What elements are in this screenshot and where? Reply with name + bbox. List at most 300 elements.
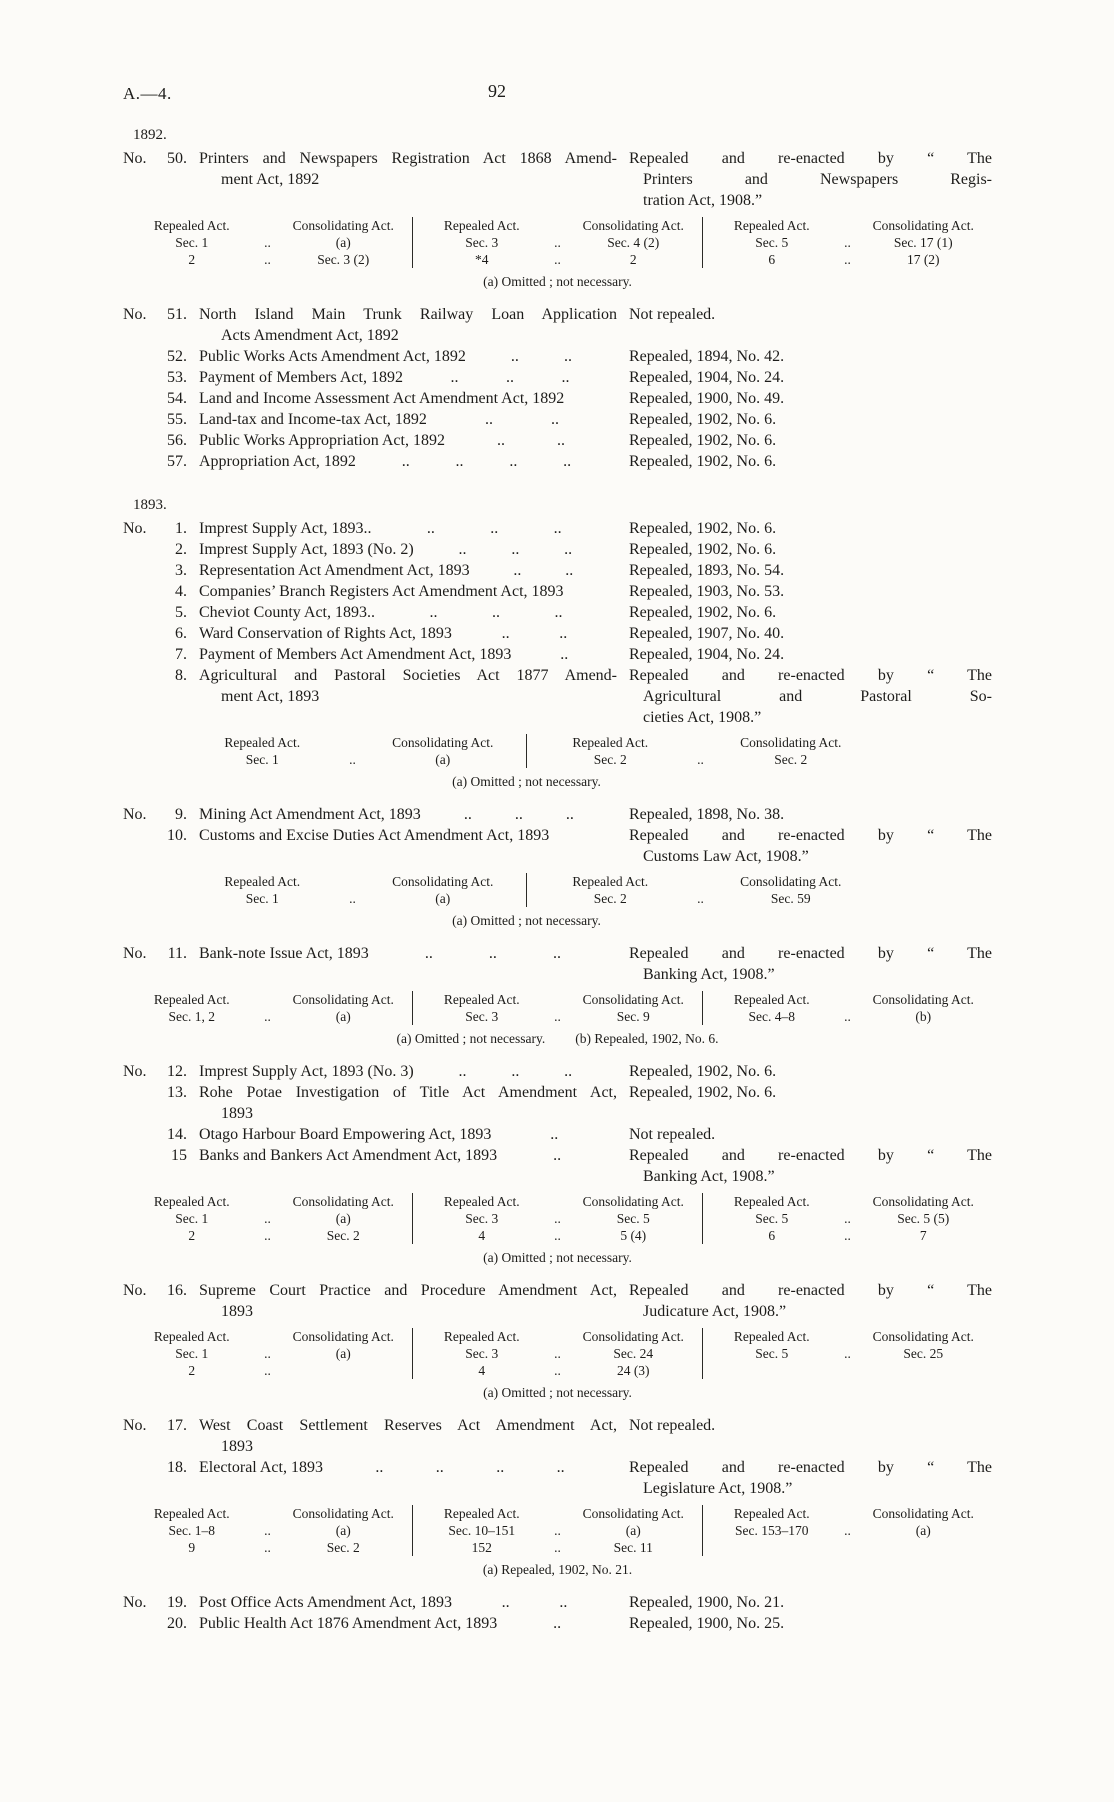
row-dot-leader: .. bbox=[844, 1523, 851, 1538]
dot-pair: .. bbox=[488, 945, 497, 962]
act-title-text: Mining Act Amendment Act, 1893 bbox=[199, 806, 421, 823]
consolidating-sec-cell: (a) bbox=[435, 891, 451, 906]
repealed-sec-cell: Sec. 1 bbox=[175, 1211, 209, 1226]
row-dot-leader: .. bbox=[349, 891, 356, 906]
table-group-header bbox=[419, 217, 696, 234]
year-section bbox=[123, 126, 992, 472]
consolidating-act-header: Consolidating Act. bbox=[582, 218, 684, 233]
row-dot-leader: .. bbox=[554, 1009, 561, 1024]
dot-pair: .. bbox=[514, 806, 523, 823]
repealed-act-header: Repealed Act. bbox=[733, 218, 810, 233]
table-row bbox=[129, 1008, 406, 1025]
consolidating-sec-cell: Sec. 2 bbox=[774, 752, 808, 767]
dot-leader bbox=[511, 644, 617, 665]
act-title-line: Customs and Excise Duties Act Amendment Act, 1893 bbox=[199, 827, 550, 844]
repeal-status-line: Repealed, 1902, No. 6. bbox=[629, 1063, 777, 1080]
repeal-status bbox=[629, 346, 992, 367]
act-title bbox=[199, 825, 617, 867]
act-title-text: Imprest Supply Act, 1893.. bbox=[199, 520, 372, 537]
repeal-status-line: Repealed, 1904, No. 24. bbox=[629, 369, 785, 386]
table-row bbox=[709, 1008, 986, 1025]
dot-leader bbox=[491, 1124, 617, 1145]
repealed-sec-cell: Sec. 1 bbox=[175, 1346, 209, 1361]
repealed-act-header: Repealed Act. bbox=[153, 1329, 230, 1344]
table-footnote-item: (a) Omitted ; not necessary. bbox=[483, 1385, 632, 1400]
consolidating-act-header: Consolidating Act. bbox=[292, 218, 394, 233]
act-title-text: Bank-note Issue Act, 1893 bbox=[199, 945, 369, 962]
act-entry bbox=[123, 539, 992, 560]
table-row bbox=[129, 1539, 406, 1556]
repeal-status-line: Repealed and re-enacted by “ The bbox=[629, 1282, 992, 1299]
dot-pair: .. bbox=[553, 1147, 562, 1164]
entry-no-label bbox=[123, 1124, 159, 1145]
act-title-line bbox=[199, 367, 617, 388]
repeal-status-line: Repealed and re-enacted by “ The bbox=[629, 150, 992, 167]
act-entry bbox=[123, 560, 992, 581]
repeal-status-line: Judicature Act, 1908.” bbox=[643, 1303, 787, 1320]
table-group-header bbox=[419, 1505, 696, 1522]
dot-pair: .. bbox=[563, 453, 572, 470]
consolidating-sec-cell: 24 (3) bbox=[616, 1363, 650, 1378]
consolidating-act-header: Consolidating Act. bbox=[740, 735, 842, 750]
repeal-status-line: Repealed, 1902, No. 6. bbox=[629, 520, 777, 537]
act-entry bbox=[123, 388, 992, 409]
repealed-sec-cell: Sec. 4–8 bbox=[748, 1009, 795, 1024]
consolidating-sec-cell: Sec. 11 bbox=[613, 1540, 653, 1555]
row-dot-leader: .. bbox=[844, 235, 851, 250]
table-row bbox=[709, 234, 986, 251]
dot-pair: .. bbox=[458, 1063, 467, 1080]
table-group bbox=[179, 873, 526, 907]
act-title-text: Payment of Members Act Amendment Act, 1893 bbox=[199, 646, 512, 663]
entry-no-label bbox=[123, 1613, 159, 1634]
dot-leader bbox=[445, 430, 617, 451]
act-title-line bbox=[199, 518, 617, 539]
repeal-status-line: Repealed, 1902, No. 6. bbox=[629, 453, 777, 470]
repealed-sec-cell: Sec. 10–151 bbox=[448, 1523, 516, 1538]
consolidating-sec-cell: (a) bbox=[915, 1523, 931, 1538]
repealed-act-header: Repealed Act. bbox=[733, 1506, 810, 1521]
act-title bbox=[199, 388, 617, 409]
table-groups bbox=[123, 1193, 992, 1244]
year-heading: 1893. bbox=[133, 497, 167, 513]
consolidating-act-header: Consolidating Act. bbox=[292, 1329, 394, 1344]
consolidating-act-header: Consolidating Act. bbox=[872, 1194, 974, 1209]
row-dot-leader: .. bbox=[554, 1346, 561, 1361]
table-row bbox=[709, 251, 986, 268]
repealed-sec-cell: Sec. 3 bbox=[465, 1346, 499, 1361]
repealed-sec-cell: 6 bbox=[768, 252, 776, 267]
table-group bbox=[412, 1328, 702, 1379]
dot-pair: .. bbox=[429, 604, 438, 621]
table-row bbox=[129, 1210, 406, 1227]
entry-no-label: No. bbox=[123, 150, 147, 167]
act-entry bbox=[123, 1592, 992, 1613]
act-title bbox=[199, 1457, 617, 1499]
repeal-status-line: Repealed, 1903, No. 53. bbox=[629, 583, 785, 600]
consolidating-act-header: Consolidating Act. bbox=[292, 1194, 394, 1209]
act-title bbox=[199, 602, 617, 623]
table-group-header bbox=[419, 1328, 696, 1345]
dot-pair: .. bbox=[559, 625, 568, 642]
table-group-header bbox=[129, 991, 406, 1008]
repealed-sec-cell: 4 bbox=[478, 1363, 486, 1378]
act-title-line: ment Act, 1893 bbox=[221, 688, 320, 705]
section-mapping-table bbox=[123, 1328, 992, 1401]
table-groups bbox=[123, 1328, 992, 1379]
repealed-sec-cell: Sec. 1 bbox=[245, 752, 279, 767]
act-title-line bbox=[199, 1124, 617, 1145]
year-heading: 1892. bbox=[133, 127, 167, 143]
consolidating-sec-cell: 5 (4) bbox=[620, 1228, 647, 1243]
repealed-sec-cell: Sec. 1, 2 bbox=[168, 1009, 215, 1024]
consolidating-sec-cell: Sec. 9 bbox=[616, 1009, 650, 1024]
table-row bbox=[185, 751, 520, 768]
act-title bbox=[199, 804, 617, 825]
table-row bbox=[709, 1522, 986, 1539]
act-title bbox=[199, 430, 617, 451]
act-title-line bbox=[199, 560, 617, 581]
repeal-status-line: Repealed, 1900, No. 21. bbox=[629, 1594, 785, 1611]
repeal-status-line: Repealed, 1904, No. 24. bbox=[629, 646, 785, 663]
act-entry bbox=[123, 430, 992, 451]
act-title-line bbox=[199, 539, 617, 560]
act-title bbox=[199, 1124, 617, 1145]
dot-pair: .. bbox=[492, 604, 500, 621]
act-title-text: Representation Act Amendment Act, 1893 bbox=[199, 562, 470, 579]
act-title bbox=[199, 346, 617, 367]
repeal-status-line: Repealed, 1894, No. 42. bbox=[629, 348, 785, 365]
act-entry bbox=[123, 1613, 992, 1634]
dot-pair: .. bbox=[550, 411, 559, 428]
table-row bbox=[419, 1362, 696, 1379]
repeal-status bbox=[629, 1613, 992, 1634]
act-title bbox=[199, 518, 617, 539]
table-group-header bbox=[419, 1193, 696, 1210]
entry-no-label: No. bbox=[123, 520, 147, 537]
table-group-header bbox=[533, 734, 868, 751]
consolidating-act-header: Consolidating Act. bbox=[872, 992, 974, 1007]
entry-no-label bbox=[123, 825, 159, 867]
dot-pair: .. bbox=[560, 646, 569, 663]
consolidating-sec-cell: (a) bbox=[335, 1211, 351, 1226]
repeal-status-line: Banking Act, 1908.” bbox=[643, 966, 775, 983]
entry-number: 51. bbox=[167, 306, 187, 323]
repealed-act-header: Repealed Act. bbox=[153, 992, 230, 1007]
entry-number: 55. bbox=[167, 411, 187, 428]
entry-number: 9. bbox=[175, 806, 187, 823]
entry-no-label bbox=[123, 409, 159, 430]
act-title-line bbox=[199, 1061, 617, 1082]
entry-number: 56. bbox=[167, 432, 187, 449]
dot-pair: .. bbox=[552, 945, 561, 962]
act-title-line: Agricultural and Pastoral Societies Act 1877 Amend- bbox=[199, 667, 617, 684]
act-title-text: Banks and Bankers Act Amendment Act, 1893 bbox=[199, 1147, 498, 1164]
row-dot-leader: .. bbox=[264, 1228, 271, 1243]
dot-pair: .. bbox=[564, 1063, 573, 1080]
table-footnote bbox=[179, 773, 874, 790]
section-mapping-table bbox=[123, 1505, 992, 1578]
repeal-status-line: Banking Act, 1908.” bbox=[643, 1168, 775, 1185]
act-title bbox=[199, 1592, 617, 1613]
consolidating-act-header: Consolidating Act. bbox=[872, 1506, 974, 1521]
act-title-text: Electoral Act, 1893 bbox=[199, 1459, 323, 1476]
repeal-status bbox=[629, 581, 992, 602]
dot-leader bbox=[452, 623, 617, 644]
repeal-status-line: Repealed, 1902, No. 6. bbox=[629, 1084, 777, 1101]
act-entry bbox=[123, 1457, 992, 1499]
table-row bbox=[419, 251, 696, 268]
table-group bbox=[123, 1193, 412, 1244]
consolidating-sec-cell: Sec. 25 bbox=[903, 1346, 944, 1361]
repeal-status-line: Repealed, 1907, No. 40. bbox=[629, 625, 785, 642]
entry-number: 8. bbox=[175, 667, 187, 684]
entry-no-label bbox=[123, 581, 159, 602]
repeal-status bbox=[629, 1145, 992, 1187]
act-entry bbox=[123, 602, 992, 623]
repealed-act-header: Repealed Act. bbox=[153, 1194, 230, 1209]
act-title-line bbox=[199, 644, 617, 665]
dot-pair: .. bbox=[513, 562, 522, 579]
entry-number: 52. bbox=[167, 348, 187, 365]
act-title bbox=[199, 665, 617, 728]
act-entry bbox=[123, 804, 992, 825]
repeal-status bbox=[629, 1061, 992, 1082]
table-group bbox=[179, 734, 526, 768]
repeal-status bbox=[629, 451, 992, 472]
repeal-status bbox=[629, 430, 992, 451]
consolidating-sec-cell: 7 bbox=[919, 1228, 927, 1243]
row-dot-leader: .. bbox=[554, 1228, 561, 1243]
dot-leader bbox=[414, 539, 617, 560]
dot-leader bbox=[466, 346, 617, 367]
dot-pair: .. bbox=[565, 806, 574, 823]
repeal-status-line: Printers and Newspapers Regis- bbox=[643, 171, 992, 188]
repealed-act-header: Repealed Act. bbox=[733, 1194, 810, 1209]
repeal-status bbox=[629, 518, 992, 539]
entry-number: 3. bbox=[175, 562, 187, 579]
act-title-line bbox=[199, 1592, 617, 1613]
repealed-act-header: Repealed Act. bbox=[572, 874, 649, 889]
table-group bbox=[412, 1193, 702, 1244]
table-group bbox=[412, 1505, 702, 1556]
dot-leader bbox=[470, 560, 617, 581]
repeal-status bbox=[629, 825, 992, 867]
repealed-sec-cell: Sec. 3 bbox=[465, 1211, 499, 1226]
dot-leader bbox=[369, 943, 617, 964]
repeal-status-line: Customs Law Act, 1908.” bbox=[643, 848, 809, 865]
table-group-header bbox=[709, 1328, 986, 1345]
entry-number: 18. bbox=[167, 1459, 187, 1476]
row-dot-leader: .. bbox=[697, 752, 704, 767]
act-title-line: 1893 bbox=[221, 1303, 253, 1320]
consolidating-sec-cell: Sec. 3 (2) bbox=[317, 252, 370, 267]
section-mapping-table bbox=[123, 991, 992, 1047]
table-row bbox=[419, 1345, 696, 1362]
row-dot-leader: .. bbox=[264, 1363, 271, 1378]
repealed-act-header: Repealed Act. bbox=[443, 1506, 520, 1521]
act-entry bbox=[123, 1145, 992, 1187]
dot-leader bbox=[403, 367, 617, 388]
repealed-sec-cell: 9 bbox=[188, 1540, 196, 1555]
act-title-line bbox=[199, 943, 617, 964]
act-entry bbox=[123, 1280, 992, 1322]
repeal-status bbox=[629, 804, 992, 825]
act-title bbox=[199, 1415, 617, 1457]
table-group bbox=[526, 734, 874, 768]
repealed-sec-cell: Sec. 1 bbox=[175, 235, 209, 250]
table-row bbox=[129, 1362, 406, 1379]
row-dot-leader: .. bbox=[844, 1228, 851, 1243]
repeal-status-line: cieties Act, 1908.” bbox=[643, 709, 762, 726]
entry-no-label: No. bbox=[123, 1063, 147, 1080]
row-dot-leader: .. bbox=[844, 1346, 851, 1361]
table-group-header bbox=[709, 1193, 986, 1210]
dot-pair: .. bbox=[401, 453, 410, 470]
act-title bbox=[199, 581, 617, 602]
table-footnote bbox=[123, 1384, 992, 1401]
dot-leader bbox=[371, 518, 617, 539]
act-title-text: Public Health Act 1876 Amendment Act, 1893 bbox=[199, 1615, 498, 1632]
table-row bbox=[419, 1210, 696, 1227]
act-title bbox=[199, 1280, 617, 1322]
entry-no-label bbox=[123, 539, 159, 560]
table-group bbox=[702, 991, 992, 1025]
table-group bbox=[702, 1193, 992, 1244]
act-title-line: North Island Main Trunk Railway Loan Application bbox=[199, 306, 617, 323]
act-title-text: Public Works Acts Amendment Act, 1892 bbox=[199, 348, 466, 365]
consolidating-sec-cell: Sec. 59 bbox=[770, 891, 811, 906]
act-title-line bbox=[199, 623, 617, 644]
act-title bbox=[199, 367, 617, 388]
dot-leader bbox=[452, 1592, 617, 1613]
repeal-status bbox=[629, 367, 992, 388]
dot-pair: .. bbox=[501, 1594, 510, 1611]
consolidating-sec-cell: 17 (2) bbox=[906, 252, 940, 267]
entry-number: 12. bbox=[167, 1063, 187, 1080]
act-title bbox=[199, 1145, 617, 1187]
table-groups bbox=[123, 1505, 992, 1556]
act-title-line: Companies’ Branch Registers Act Amendment Act, 1893 bbox=[199, 583, 564, 600]
repeal-status bbox=[629, 304, 992, 346]
repealed-act-header: Repealed Act. bbox=[443, 218, 520, 233]
dot-leader bbox=[497, 1613, 617, 1634]
act-entry bbox=[123, 148, 992, 211]
row-dot-leader: .. bbox=[697, 891, 704, 906]
table-group-header bbox=[129, 1328, 406, 1345]
dot-pair: .. bbox=[496, 1459, 505, 1476]
act-title-line: Land and Income Assessment Act Amendment Act, 1892 bbox=[199, 390, 565, 407]
repealed-act-header: Repealed Act. bbox=[733, 1329, 810, 1344]
entry-no-label bbox=[123, 560, 159, 581]
act-title bbox=[199, 409, 617, 430]
act-title bbox=[199, 943, 617, 985]
entry-number: 53. bbox=[167, 369, 187, 386]
row-dot-leader: .. bbox=[554, 1211, 561, 1226]
dot-pair: .. bbox=[484, 411, 493, 428]
table-row bbox=[419, 1008, 696, 1025]
entry-no-label bbox=[123, 602, 159, 623]
table-row bbox=[419, 1539, 696, 1556]
entry-number: 19. bbox=[167, 1594, 187, 1611]
entry-number: 6. bbox=[175, 625, 187, 642]
repeal-status bbox=[629, 943, 992, 985]
dot-leader bbox=[427, 409, 617, 430]
repealed-act-header: Repealed Act. bbox=[224, 735, 301, 750]
act-entry bbox=[123, 644, 992, 665]
act-schedule bbox=[123, 126, 992, 1634]
repeal-status-line: Repealed, 1902, No. 6. bbox=[629, 432, 777, 449]
table-row bbox=[129, 1345, 406, 1362]
repealed-sec-cell: 2 bbox=[188, 1363, 196, 1378]
consolidating-sec-cell: 2 bbox=[629, 252, 637, 267]
dot-pair: .. bbox=[424, 945, 433, 962]
act-title-text: Payment of Members Act, 1892 bbox=[199, 369, 403, 386]
table-row bbox=[129, 234, 406, 251]
dot-leader bbox=[421, 804, 617, 825]
table-groups bbox=[179, 873, 874, 907]
act-title-line bbox=[199, 1613, 617, 1634]
repeal-status bbox=[629, 560, 992, 581]
dot-pair: .. bbox=[501, 625, 510, 642]
row-dot-leader: .. bbox=[554, 1540, 561, 1555]
repealed-sec-cell: Sec. 1–8 bbox=[168, 1523, 215, 1538]
entry-number: 17. bbox=[167, 1417, 187, 1434]
table-footnote-item: (a) Omitted ; not necessary. bbox=[483, 1250, 632, 1265]
entry-number: 7. bbox=[175, 646, 187, 663]
consolidating-sec-cell: (a) bbox=[335, 1346, 351, 1361]
entry-no-label: No. bbox=[123, 306, 147, 323]
act-entry bbox=[123, 665, 992, 728]
entry-no-label bbox=[123, 367, 159, 388]
table-row bbox=[533, 751, 868, 768]
consolidating-sec-cell: Sec. 24 bbox=[613, 1346, 654, 1361]
row-dot-leader: .. bbox=[844, 1009, 851, 1024]
table-row bbox=[185, 890, 520, 907]
act-title-text: Imprest Supply Act, 1893 (No. 3) bbox=[199, 1063, 414, 1080]
table-row bbox=[709, 1227, 986, 1244]
repeal-status-line: Repealed and re-enacted by “ The bbox=[629, 827, 992, 844]
repeal-status bbox=[629, 388, 992, 409]
act-title-line bbox=[199, 1145, 617, 1166]
row-dot-leader: .. bbox=[349, 752, 356, 767]
table-footnote bbox=[123, 1561, 992, 1578]
repeal-status bbox=[629, 539, 992, 560]
repealed-sec-cell: 152 bbox=[471, 1540, 492, 1555]
act-title-line bbox=[199, 430, 617, 451]
act-entry bbox=[123, 409, 992, 430]
page-number: 92 bbox=[488, 81, 506, 101]
act-title bbox=[199, 304, 617, 346]
entry-number: 13. bbox=[167, 1084, 187, 1101]
repealed-act-header: Repealed Act. bbox=[443, 992, 520, 1007]
repeal-status-line: Repealed, 1902, No. 6. bbox=[629, 604, 777, 621]
table-group-header bbox=[129, 1505, 406, 1522]
consolidating-sec-cell: Sec. 2 bbox=[326, 1228, 360, 1243]
act-title-line: Acts Amendment Act, 1892 bbox=[221, 327, 399, 344]
dot-pair: .. bbox=[556, 1459, 565, 1476]
row-dot-leader: .. bbox=[264, 1346, 271, 1361]
report-code: A.—4. bbox=[123, 84, 172, 103]
act-title-line: West Coast Settlement Reserves Act Amendment Act, bbox=[199, 1417, 617, 1434]
table-row bbox=[709, 1345, 986, 1362]
repeal-status bbox=[629, 644, 992, 665]
act-title-line: Rohe Potae Investigation of Title Act Amendment Act, bbox=[199, 1084, 617, 1101]
act-title-text: Ward Conservation of Rights Act, 1893 bbox=[199, 625, 452, 642]
consolidating-act-header: Consolidating Act. bbox=[872, 218, 974, 233]
consolidating-sec-cell: Sec. 17 (1) bbox=[893, 235, 953, 250]
consolidating-sec-cell: (a) bbox=[625, 1523, 641, 1538]
